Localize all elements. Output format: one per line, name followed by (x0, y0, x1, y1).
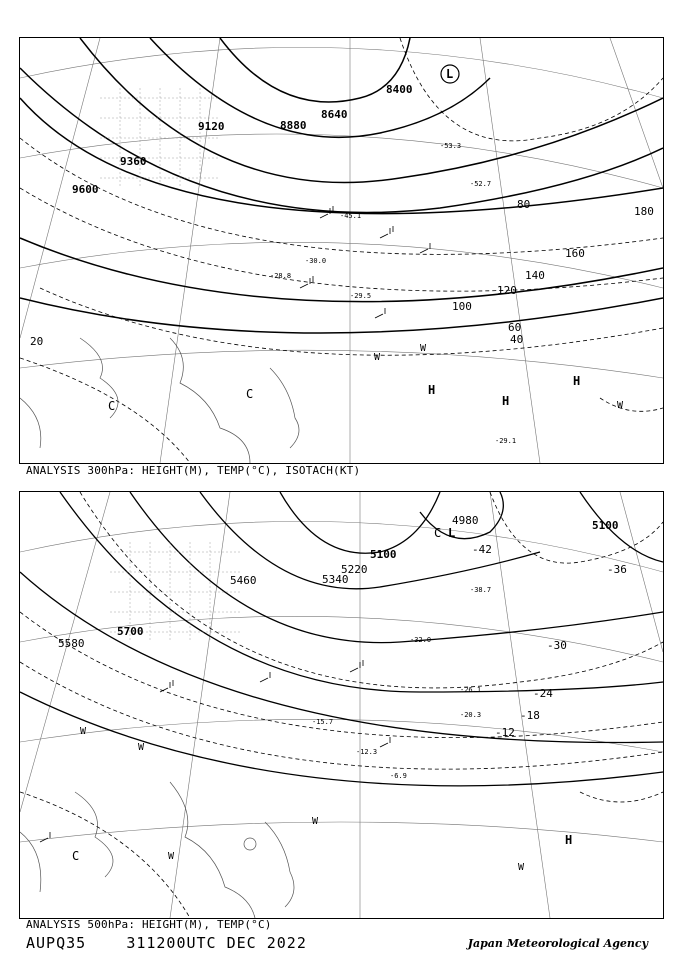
height-label: 5220 (341, 563, 368, 576)
isotach-label: 180 (634, 205, 654, 218)
height-label: 5100 (370, 548, 397, 561)
isotach-label: 80 (517, 198, 531, 211)
wind-barbs (40, 660, 390, 842)
temperature-sample: -45.1 (340, 212, 362, 220)
temperature-sample: -38.7 (470, 586, 492, 594)
graticule (20, 492, 663, 918)
isotach-label: 40 (510, 333, 524, 346)
temperature-sample: -52.7 (470, 180, 492, 188)
height-label: 4980 (452, 514, 479, 527)
warm-mark: W (374, 352, 381, 363)
warm-mark: W (80, 726, 87, 737)
cold-center-label: C (434, 526, 442, 540)
panel-500hpa-caption: ANALYSIS 500hPa: HEIGHT(M), TEMP(°C) (26, 918, 272, 931)
isotherm-label: -42 (472, 543, 492, 556)
height-label: 9360 (120, 155, 147, 168)
temperature-sample: -29.1 (495, 437, 517, 445)
temperature-sample: -6.9 (390, 772, 407, 780)
height-label: 5340 (322, 573, 349, 586)
cold-center-label: C (72, 849, 80, 863)
valid-time: 311200UTC DEC 2022 (126, 934, 307, 952)
chart-id: AUPQ35 (26, 934, 87, 952)
high-center-label: H (565, 833, 573, 847)
isotherm-label: -30 (547, 639, 567, 652)
warm-mark: W (312, 816, 319, 827)
warm-mark: W (138, 742, 145, 753)
temperature-sample: -20.3 (460, 711, 482, 719)
height-label: 5700 (117, 625, 144, 638)
warm-mark: W (420, 343, 427, 354)
chart-footer (26, 934, 307, 952)
temperature-sample: -30.0 (305, 257, 327, 265)
height-contours (20, 38, 663, 333)
map-panel-500hpa (19, 491, 664, 919)
cold-center-label: C (246, 387, 254, 401)
height-label: 5580 (58, 637, 85, 650)
height-label: 9120 (198, 120, 225, 133)
isotach-label: 60 (508, 321, 522, 334)
map-300hpa-canvas (20, 38, 663, 463)
isotach-label: 120 (497, 284, 517, 297)
height-label: 5460 (230, 574, 257, 587)
warm-mark: W (168, 851, 175, 862)
agency-credit: Japan Meteorological Agency (467, 937, 648, 950)
height-label: 8400 (386, 83, 413, 96)
map-500hpa-canvas (20, 492, 663, 918)
coastlines (20, 338, 299, 463)
low-center-label: L (446, 67, 454, 81)
temperature-sample: -28.8 (270, 272, 292, 280)
isotach-label: 140 (525, 269, 545, 282)
temperature-sample: -32.0 (410, 636, 432, 644)
isotherm-label: -36 (607, 563, 627, 576)
isotach-label: 160 (565, 247, 585, 260)
dashed-contours (20, 492, 663, 918)
coastlines (20, 782, 294, 918)
isotherm-label: -12 (495, 726, 515, 739)
height-label: 8880 (280, 119, 307, 132)
height-label: 9600 (72, 183, 99, 196)
height-label: 8640 (321, 108, 348, 121)
temperature-sample: -53.3 (440, 142, 462, 150)
isotherm-label: -24 (533, 687, 553, 700)
cold-center-label: C (108, 399, 116, 413)
warm-mark: W (617, 400, 624, 411)
high-center-label: H (573, 374, 581, 388)
analysis-grid (100, 88, 220, 188)
warm-mark: W (518, 862, 525, 873)
isotach-label: 20 (30, 335, 44, 348)
temperature-sample: -29.5 (350, 292, 372, 300)
temperature-sample: -12.3 (356, 748, 378, 756)
temperature-sample: -15.7 (312, 718, 334, 726)
high-center-label: H (502, 394, 510, 408)
isotherm-label: -18 (520, 709, 540, 722)
height-label: 5100 (592, 519, 619, 532)
isotach-label: 100 (452, 300, 472, 313)
temperature-sample: -26.1 (460, 686, 482, 694)
high-center-label: H (428, 383, 436, 397)
panel-300hpa-caption: ANALYSIS 300hPa: HEIGHT(M), TEMP(°C), ISOTACH(KT) (26, 464, 361, 477)
map-panel-300hpa (19, 37, 664, 464)
low-center-label: L (448, 526, 456, 540)
